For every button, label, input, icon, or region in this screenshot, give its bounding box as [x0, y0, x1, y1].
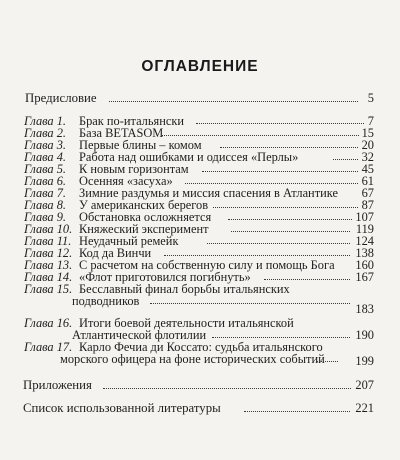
- chapter-title-continuation: подводников: [72, 294, 140, 308]
- chapter-label: Глава 15.: [24, 282, 73, 296]
- chapter-page: 15: [361, 126, 374, 140]
- appendices-leader: [103, 385, 351, 389]
- chapter-page: 190: [355, 328, 374, 342]
- chapter-label: Глава 10.: [24, 222, 73, 236]
- chapter-page: 119: [355, 222, 374, 236]
- appendices-label: Приложения: [23, 378, 92, 392]
- chapter-label: Глава 16.: [24, 316, 73, 330]
- chapter-label: Глава 11.: [24, 234, 72, 248]
- chapter-title: С расчетом на собственную силу и помощь Бога: [79, 258, 335, 272]
- chapter-label: Глава 8.: [24, 198, 67, 212]
- chapter-page: 167: [355, 270, 374, 284]
- chapter-label: Глава 9.: [24, 210, 67, 224]
- chapter-title: Обстановка осложняется: [79, 210, 212, 224]
- chapter-page: 199: [355, 354, 374, 368]
- chapter-title: Неудачный ремейк: [79, 234, 179, 248]
- chapter-label: Глава 13.: [24, 258, 73, 272]
- chapter-page: 87: [361, 198, 374, 212]
- toc-leader: [212, 334, 350, 338]
- chapter-label: Глава 1.: [24, 114, 67, 128]
- chapter-title: Брак по-итальянски: [79, 114, 184, 128]
- chapter-label: Глава 3.: [24, 138, 67, 152]
- preface-label: Предисловие: [25, 91, 97, 105]
- chapter-page: 67: [361, 186, 374, 200]
- chapter-title: Княжеский эксперимент: [79, 222, 209, 236]
- chapter-page: 32: [361, 150, 374, 164]
- chapter-label: Глава 14.: [24, 270, 73, 284]
- chapter-title: Зимние раздумья и миссия спасения в Атлантике: [79, 186, 338, 200]
- preface-page: 5: [367, 91, 374, 105]
- chapter-label: Глава 2.: [24, 126, 67, 140]
- chapter-page: 61: [361, 174, 374, 188]
- chapter-title: «Флот приготовился погибнуть»: [79, 270, 251, 284]
- preface-leader: [109, 98, 358, 102]
- toc-leader: [185, 180, 358, 184]
- chapter-label: Глава 17.: [24, 340, 73, 354]
- toc-leader: [162, 132, 359, 136]
- chapter-title: Первые блины – комом: [79, 138, 202, 152]
- chapter-page: 138: [355, 246, 374, 260]
- chapter-title: Работа над ошибками и одиссея «Перлы»: [79, 150, 299, 164]
- chapter-title-continuation: Атлантической флотилии: [72, 328, 207, 342]
- chapter-page: 160: [355, 258, 374, 272]
- chapter-label: Глава 6.: [24, 174, 67, 188]
- toc-leader: [150, 300, 350, 304]
- toc-leader: [164, 252, 350, 256]
- appendices-page: 207: [355, 378, 374, 392]
- toc-entry: [24, 283, 290, 295]
- chapter-page: 183: [355, 302, 374, 316]
- chapter-title: У американских берегов: [79, 198, 209, 212]
- toc-leader: [231, 228, 350, 232]
- chapter-title: Итоги боевой деятельности итальянской: [79, 316, 294, 330]
- chapter-title: Бесславный финал борьбы итальянских: [79, 282, 290, 296]
- chapter-label: Глава 12.: [24, 246, 73, 260]
- chapter-page: 124: [355, 234, 374, 248]
- chapter-label: Глава 7.: [24, 186, 67, 200]
- chapter-page: 107: [355, 210, 374, 224]
- chapter-label: Глава 4.: [24, 150, 67, 164]
- chapter-title: Осенняя «засуха»: [79, 174, 173, 188]
- chapter-title-continuation: морского офицера на фоне исторических событий: [60, 352, 325, 366]
- chapter-title: Код да Винчи: [79, 246, 152, 260]
- bibliography-label: Список использованной литературы: [23, 401, 221, 415]
- chapter-page: 7: [367, 114, 374, 128]
- chapter-page: 45: [361, 162, 374, 176]
- chapter-page: 20: [361, 138, 374, 152]
- bibliography-page: 221: [355, 401, 374, 415]
- chapter-title: К новым горизонтам: [79, 162, 189, 176]
- toc-leader: [207, 240, 350, 244]
- chapter-label: Глава 5.: [24, 162, 67, 176]
- page-title: ОГЛАВЛЕНИЕ: [141, 58, 259, 75]
- chapter-title: Карло Фечиа ди Коссато: судьба итальянского: [79, 340, 323, 354]
- chapter-title: База BETASOM: [79, 126, 164, 140]
